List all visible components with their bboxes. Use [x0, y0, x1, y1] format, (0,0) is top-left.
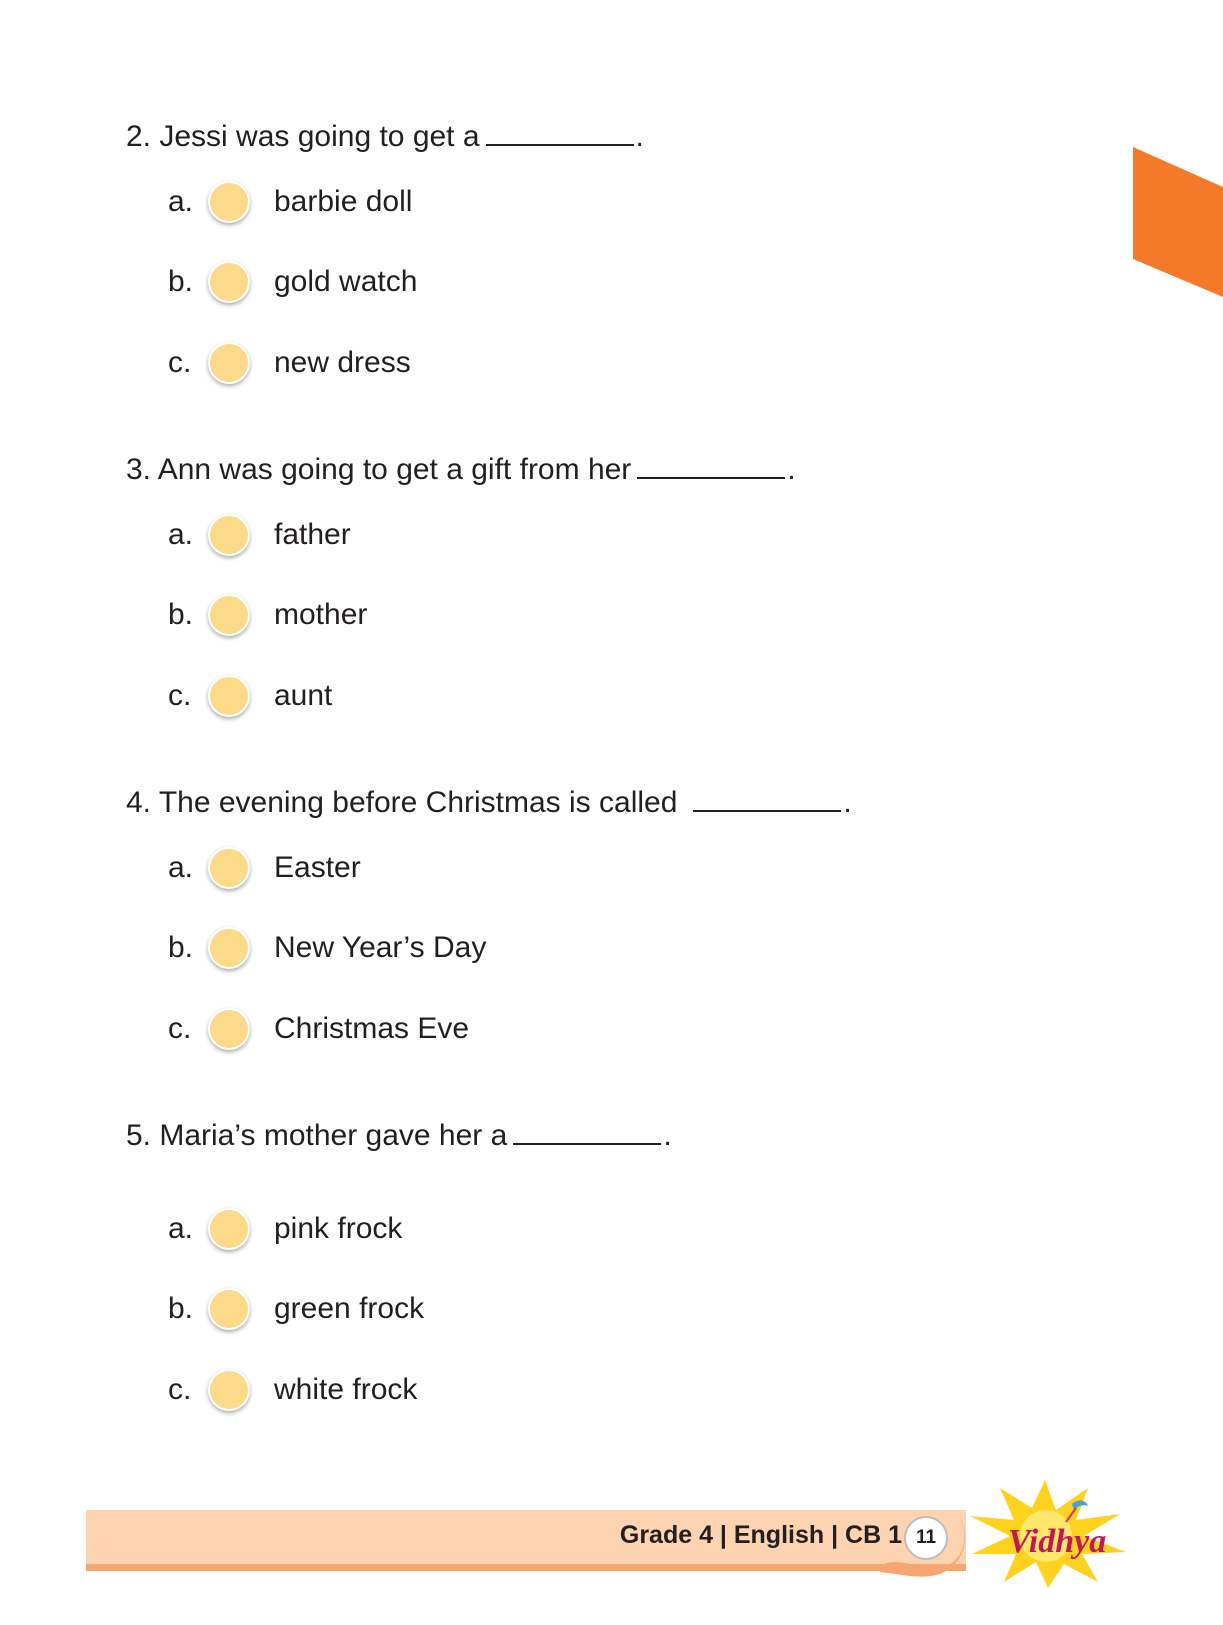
- option-label: aunt: [274, 679, 333, 712]
- option-letter: c.: [168, 679, 192, 712]
- q2-option-b[interactable]: [168, 260, 417, 304]
- option-label: Christmas Eve: [274, 1012, 470, 1045]
- option-label: green frock: [274, 1292, 425, 1325]
- radio-button[interactable]: [208, 1288, 250, 1330]
- radio-button[interactable]: [208, 1208, 250, 1250]
- q3-option-a[interactable]: [168, 513, 351, 557]
- q2-option-a[interactable]: [168, 180, 412, 224]
- q5-option-b[interactable]: [168, 1287, 424, 1331]
- question-4: [126, 784, 852, 821]
- footer-band: [86, 1510, 966, 1571]
- radio-button[interactable]: [208, 847, 250, 889]
- radio-button[interactable]: [208, 342, 250, 384]
- question-3-suffix: .: [787, 453, 796, 486]
- option-letter: c.: [168, 1012, 192, 1045]
- q3-option-c[interactable]: [168, 674, 332, 718]
- vidhya-logo: [960, 1478, 1130, 1588]
- radio-button[interactable]: [208, 594, 250, 636]
- option-letter: a.: [168, 851, 194, 884]
- answer-blank: [486, 118, 634, 146]
- corner-tab-decoration: [1133, 147, 1223, 297]
- question-4-suffix: .: [843, 786, 852, 819]
- option-letter: a.: [168, 518, 194, 551]
- question-3: [126, 451, 796, 488]
- option-letter: b.: [168, 931, 194, 964]
- option-label: New Year’s Day: [274, 931, 487, 964]
- radio-button[interactable]: [208, 927, 250, 969]
- option-label: pink frock: [274, 1212, 403, 1245]
- q5-option-a[interactable]: [168, 1207, 402, 1251]
- option-letter: c.: [168, 1373, 192, 1406]
- option-label: new dress: [274, 346, 411, 379]
- option-letter: b.: [168, 598, 194, 631]
- answer-blank: [513, 1117, 661, 1145]
- question-4-text: 4. The evening before Christmas is called: [126, 786, 678, 819]
- radio-button[interactable]: [208, 261, 250, 303]
- option-letter: b.: [168, 265, 194, 298]
- answer-blank: [637, 451, 785, 479]
- question-5-text: 5. Maria’s mother gave her a: [126, 1119, 508, 1152]
- radio-button[interactable]: [208, 181, 250, 223]
- q4-option-c[interactable]: [168, 1007, 469, 1051]
- q5-option-c[interactable]: [168, 1368, 417, 1412]
- question-2-suffix: .: [635, 120, 644, 153]
- option-letter: a.: [168, 1212, 194, 1245]
- question-2: [126, 118, 644, 155]
- option-label: white frock: [274, 1373, 418, 1406]
- q3-option-b[interactable]: [168, 593, 367, 637]
- answer-blank: [693, 784, 841, 812]
- question-3-text: 3. Ann was going to get a gift from her: [126, 453, 632, 486]
- option-label: barbie doll: [274, 185, 413, 218]
- question-5-suffix: .: [663, 1119, 672, 1152]
- option-letter: b.: [168, 1292, 194, 1325]
- radio-button[interactable]: [208, 1008, 250, 1050]
- option-label: father: [274, 518, 351, 551]
- option-label: mother: [274, 598, 368, 631]
- option-label: Easter: [274, 851, 361, 884]
- question-2-text: 2. Jessi was going to get a: [126, 120, 480, 153]
- logo-wordmark: Vidhya: [1008, 1523, 1107, 1560]
- q4-option-a[interactable]: [168, 846, 361, 890]
- q2-option-c[interactable]: [168, 341, 411, 385]
- option-label: gold watch: [274, 265, 418, 298]
- question-5: [126, 1117, 672, 1154]
- radio-button[interactable]: [208, 1369, 250, 1411]
- page-number: 11: [904, 1516, 948, 1560]
- radio-button[interactable]: [208, 514, 250, 556]
- q4-option-b[interactable]: [168, 926, 486, 970]
- option-letter: c.: [168, 346, 192, 379]
- option-letter: a.: [168, 185, 194, 218]
- radio-button[interactable]: [208, 675, 250, 717]
- footer-label: Grade 4 | English | CB 1: [619, 1521, 902, 1549]
